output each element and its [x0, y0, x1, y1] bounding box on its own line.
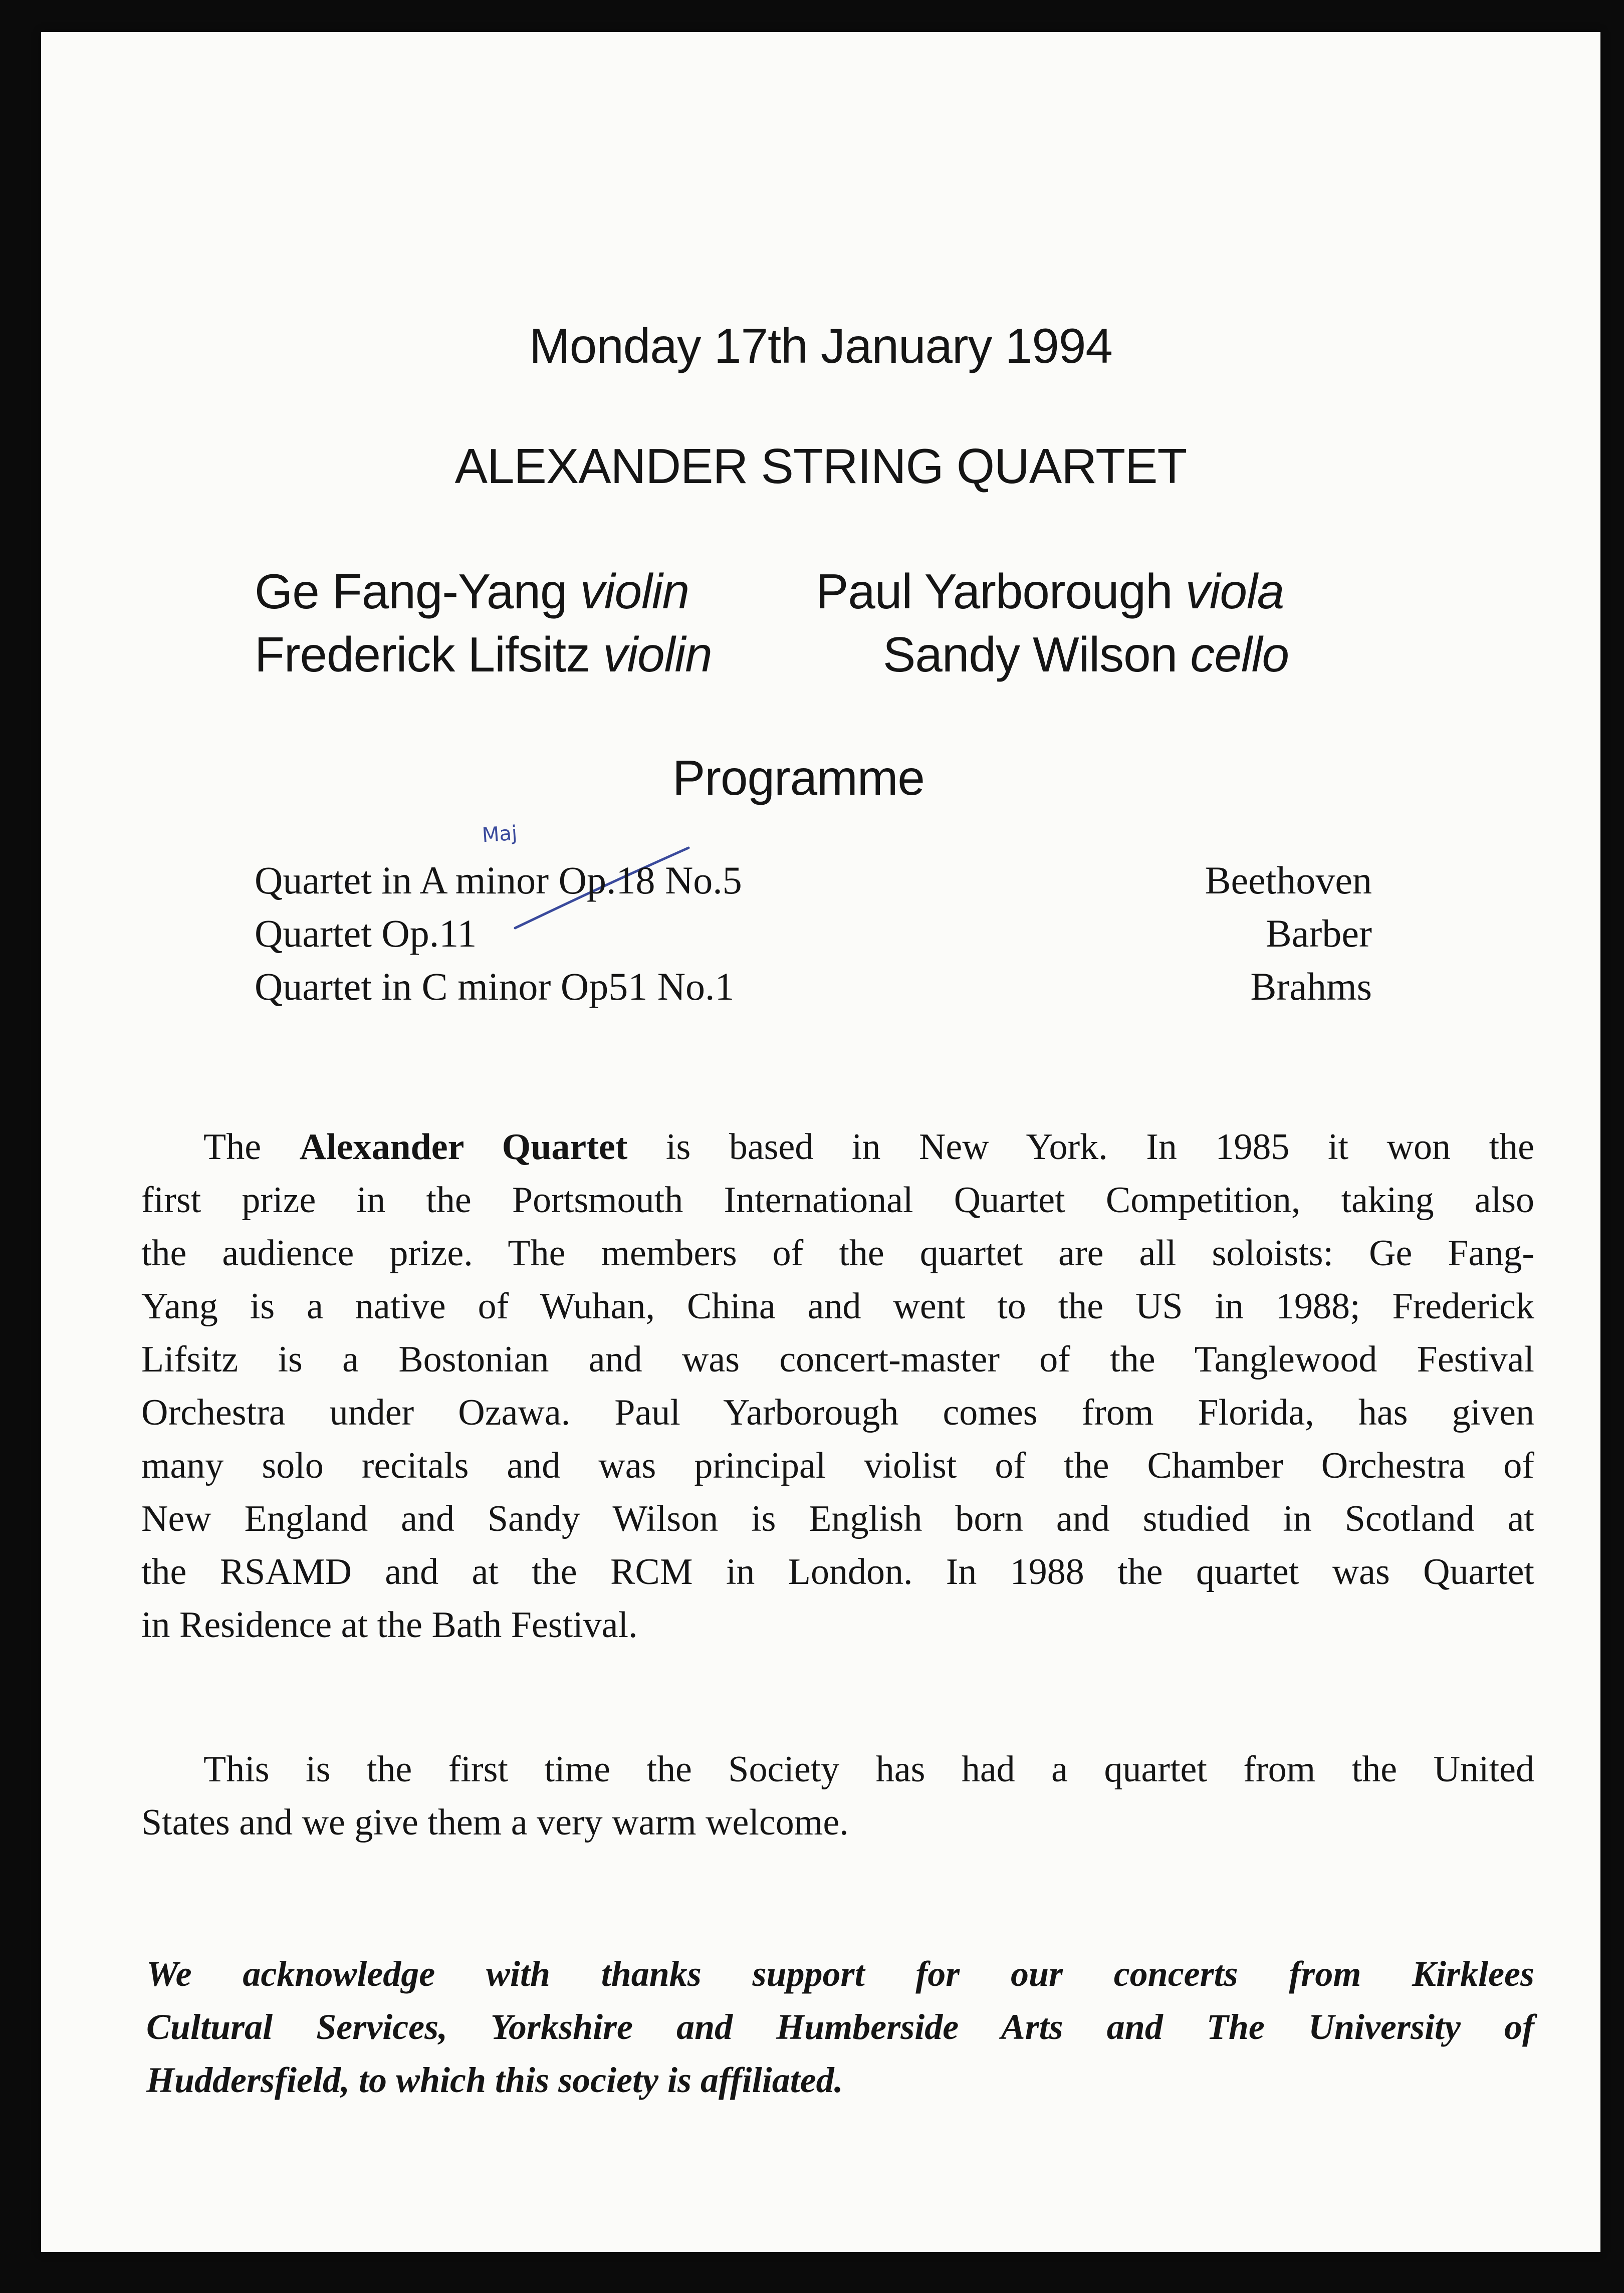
- bio-line: Yang is a native of Wuhan, China and went to the US in 1988; Frederick: [141, 1286, 1534, 1327]
- bio-line: many solo recitals and was principal violist of the Chamber Orchestra of: [141, 1445, 1534, 1486]
- player-4: [883, 626, 1289, 683]
- struck-word: minor: [455, 858, 549, 902]
- concert-date: Monday 17th January 1994: [529, 318, 1112, 373]
- ensemble-name: ALEXANDER STRING QUARTET: [454, 438, 1187, 494]
- player-3: [816, 563, 1284, 620]
- programme-item-1: [255, 858, 1372, 908]
- acknowledgement-paragraph: [146, 1947, 1534, 2107]
- player-name: Ge Fang-Yang: [255, 564, 567, 619]
- player-instrument: viola: [1185, 564, 1284, 619]
- player-instrument: violin: [580, 564, 689, 619]
- bio-line: in Residence at the Bath Festival.: [141, 1604, 638, 1646]
- ack-line: We acknowledge with thanks support for our concerts from Kirklees: [146, 1954, 1534, 1994]
- ack-line: Cultural Services, Yorkshire and Humberside Arts and The University of: [146, 2007, 1534, 2047]
- welcome-line: States and we give them a very warm welcome.: [141, 1802, 849, 1843]
- player-name: Sandy Wilson: [883, 627, 1178, 682]
- player-instrument: cello: [1190, 627, 1289, 682]
- player-name: Paul Yarborough: [816, 564, 1173, 619]
- programme-item-3: [255, 964, 1372, 1014]
- work-title: Quartet Op.11: [255, 911, 477, 955]
- player-2: [255, 626, 712, 683]
- player-1: [255, 563, 689, 620]
- bio-line: The Alexander Quartet is based in New York. In 1985 it won the: [203, 1126, 1535, 1168]
- bio-line: the audience prize. The members of the quartet are all soloists: Ge Fang-: [141, 1233, 1534, 1274]
- handwritten-annotation: Maj: [481, 821, 518, 847]
- welcome-paragraph: [141, 1743, 1534, 1849]
- programme-page: [41, 32, 1600, 2252]
- quartet-biography: [141, 1120, 1534, 1652]
- bio-line: Orchestra under Ozawa. Paul Yarborough comes from Florida, has given: [141, 1392, 1534, 1433]
- work-title: Quartet in C minor Op51 No.1: [255, 965, 735, 1008]
- quartet-name-bold: Alexander Quartet: [299, 1126, 628, 1168]
- programme-item-2: [255, 911, 1372, 961]
- programme-heading: Programme: [672, 750, 924, 805]
- bio-line: Lifsitz is a Bostonian and was concert-master of the Tanglewood Festival: [141, 1339, 1534, 1380]
- player-instrument: violin: [603, 627, 712, 682]
- work-title: Quartet in A minor Op.18 No.5: [255, 858, 742, 902]
- ack-line: Huddersfield, to which this society is affiliated.: [146, 2060, 843, 2100]
- composer-name: Beethoven: [1205, 858, 1372, 902]
- welcome-line: This is the first time the Society has had a quartet from the United: [203, 1749, 1534, 1790]
- player-name: Frederick Lifsitz: [255, 627, 590, 682]
- bio-line: first prize in the Portsmouth International Quartet Competition, taking also: [141, 1180, 1534, 1221]
- bio-line: the RSAMD and at the RCM in London. In 1988 the quartet was Quartet: [141, 1551, 1534, 1592]
- composer-name: Brahms: [1250, 965, 1372, 1008]
- composer-name: Barber: [1265, 911, 1372, 955]
- bio-line: New England and Sandy Wilson is English born and studied in Scotland at: [141, 1498, 1534, 1539]
